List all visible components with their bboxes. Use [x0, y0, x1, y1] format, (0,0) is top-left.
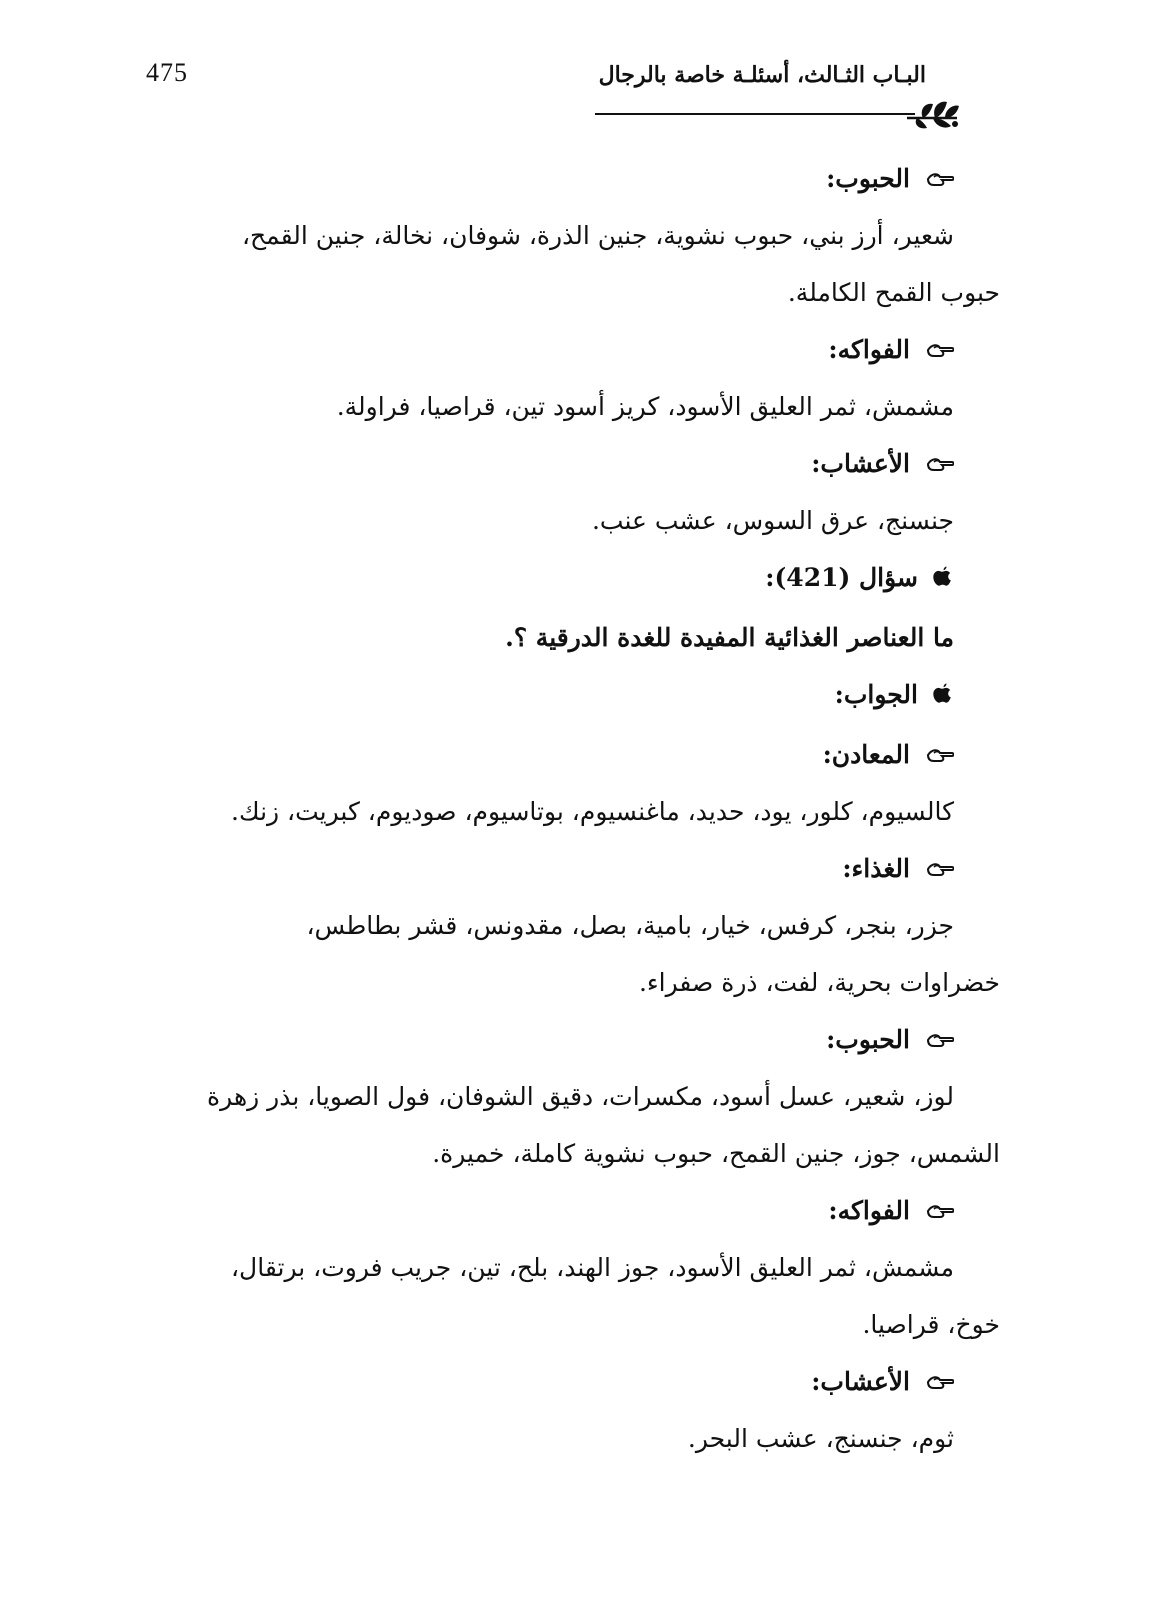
body-paragraph: [130, 897, 1000, 1011]
paragraph-line: لوز، شعير، عسل أسود، مكسرات، دقيق الشوفان، فول الصويا، بذر زهرة: [207, 1082, 954, 1111]
heading-text: الحبوب:: [826, 164, 910, 193]
section-heading: [130, 840, 1000, 897]
body-paragraph: [130, 207, 1000, 321]
section-heading: [130, 726, 1000, 783]
paragraph-line: جزر، بنجر، كرفس، خيار، بامية، بصل، مقدونس، قشر بطاطس،: [306, 911, 954, 940]
paragraph-line: خوخ، قراصيا.: [862, 1310, 1000, 1339]
question-heading: [130, 549, 1000, 609]
hand-pointer-icon: [926, 1182, 954, 1239]
heading-text: الفواكه:: [828, 1196, 910, 1225]
section-heading: [130, 1353, 1000, 1410]
body-paragraph: [130, 1068, 1000, 1182]
header-rule: [595, 113, 915, 115]
running-head: البـاب الثـالث، أسئلـة خاصة بالرجال: [598, 62, 926, 88]
section-heading: [130, 1011, 1000, 1068]
paragraph-line: مشمش، ثمر العليق الأسود، جوز الهند، بلح، تين، جريب فروت، برتقال،: [230, 1253, 954, 1282]
paragraph-line: الشمس، جوز، جنين القمح، حبوب نشوية كاملة، خميرة.: [432, 1139, 1000, 1168]
paragraph-line: خضراوات بحرية، لفت، ذرة صفراء.: [638, 968, 1000, 997]
paragraph-line: حبوب القمح الكاملة.: [787, 278, 1000, 307]
paragraph-line: مشمش، ثمر العليق الأسود، كريز أسود تين، قراصيا، فراولة.: [336, 392, 954, 421]
body-paragraph: [130, 378, 1000, 435]
hand-pointer-icon: [926, 840, 954, 897]
heading-text: الأعشاب:: [811, 1367, 910, 1396]
heading-text: المعادن:: [822, 740, 910, 769]
page-body: [130, 150, 1000, 1467]
paragraph-line: كالسيوم، كلور، يود، حديد، ماغنسيوم، بوتاسيوم، صوديوم، كبريت، زنك.: [231, 797, 954, 826]
heading-text: الغذاء:: [842, 854, 910, 883]
apple-icon: [930, 552, 954, 609]
heading-text: الجواب:: [834, 680, 918, 709]
apple-icon: [930, 669, 954, 726]
paragraph-line: ثوم، جنسنج، عشب البحر.: [687, 1424, 954, 1453]
hand-pointer-icon: [926, 321, 954, 378]
body-paragraph: [130, 783, 1000, 840]
hand-pointer-icon: [926, 1353, 954, 1410]
paragraph-line: جنسنج، عرق السوس، عشب عنب.: [591, 506, 954, 535]
section-heading: [130, 321, 1000, 378]
body-paragraph: [130, 1239, 1000, 1353]
body-paragraph: [130, 492, 1000, 549]
page-number: 475: [146, 58, 188, 87]
question-text: [130, 609, 1000, 666]
heading-text: سؤال (421):: [765, 563, 918, 592]
hand-pointer-icon: [926, 435, 954, 492]
body-paragraph: [130, 1410, 1000, 1467]
hand-pointer-icon: [926, 726, 954, 783]
paragraph-line: ما العناصر الغذائية المفيدة للغدة الدرقية ؟.: [505, 623, 954, 652]
hand-pointer-icon: [926, 1011, 954, 1068]
section-heading: [130, 435, 1000, 492]
leaf-branch-icon: [905, 96, 961, 132]
paragraph-line: شعير، أرز بني، حبوب نشوية، جنين الذرة، شوفان، نخالة، جنين القمح،: [241, 221, 954, 250]
heading-text: الفواكه:: [828, 335, 910, 364]
section-heading: [130, 1182, 1000, 1239]
section-heading: [130, 150, 1000, 207]
heading-text: الحبوب:: [826, 1025, 910, 1054]
heading-text: الأعشاب:: [811, 449, 910, 478]
question-heading: [130, 666, 1000, 726]
hand-pointer-icon: [926, 150, 954, 207]
